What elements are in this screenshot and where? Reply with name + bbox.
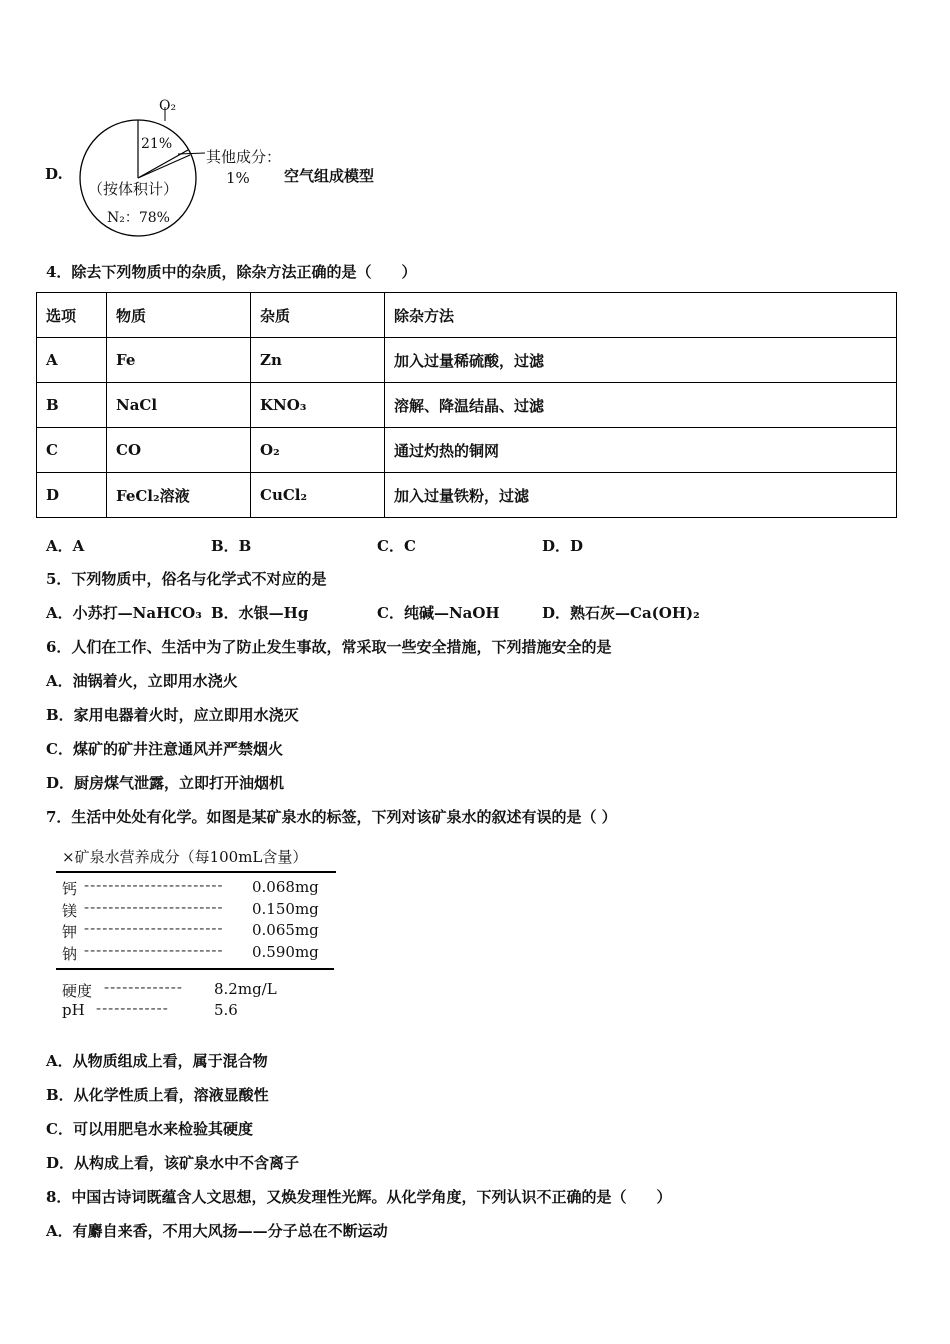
o2-label: O₂: [159, 98, 177, 114]
leader-dashes: ------------: [96, 999, 169, 1017]
table-cell: B: [37, 383, 107, 428]
table-cell: D: [37, 473, 107, 518]
question-5: 5．下列物质中，俗名与化学式不对应的是: [46, 570, 327, 588]
leader-dashes: -----------------------: [84, 898, 224, 916]
leader-dashes: -----------------------: [84, 941, 224, 959]
table-cell: Zn: [251, 338, 385, 383]
table-cell: NaCl: [107, 383, 251, 428]
q4-option-a: A．A: [46, 537, 85, 555]
nutrient-value: 0.590mg: [252, 943, 319, 961]
q5-option-a: A．小苏打—NaHCO₃: [46, 604, 202, 622]
q4-option-c: C．C: [377, 537, 416, 555]
ph-label: pH: [62, 1001, 85, 1019]
table-cell: CO: [107, 428, 251, 473]
table-cell: A: [37, 338, 107, 383]
q7-option-a: A．从物质组成上看，属于混合物: [46, 1052, 268, 1070]
nutrient-value: 0.065mg: [252, 921, 319, 939]
volume-note: （按体积计）: [88, 180, 179, 198]
impurity-table: [36, 292, 897, 518]
hardness-value: 8.2mg/L: [214, 980, 277, 998]
table-cell: O₂: [251, 428, 385, 473]
nutrient-name: 钙: [62, 880, 78, 898]
nutrient-value: 0.068mg: [252, 878, 319, 896]
mineral-water-label: [56, 842, 346, 1022]
table-cell: 通过灼热的铜网: [385, 428, 897, 473]
nutrient-name: 钠: [62, 945, 78, 963]
nutrient-name: 镁: [62, 902, 78, 920]
table-row: [37, 473, 897, 518]
option-d-label: D.: [45, 165, 63, 183]
n2-label: N₂：78%: [107, 210, 170, 226]
label-title: ×矿泉水营养成分（每100mL含量）: [62, 848, 308, 866]
label-divider: [56, 871, 336, 873]
question-6: 6．人们在工作、生活中为了防止发生事故，常采取一些安全措施，下列措施安全的是: [46, 638, 612, 656]
nutrient-name: 钾: [62, 923, 78, 941]
q5-option-d: D．熟石灰—Ca(OH)₂: [542, 604, 700, 622]
q6-option-d: D．厨房煤气泄露，立即打开油烟机: [46, 774, 285, 792]
table-cell: Fe: [107, 338, 251, 383]
table-cell: 加入过量铁粉，过滤: [385, 473, 897, 518]
hardness-label: 硬度: [62, 982, 93, 1000]
table-cell: CuCl₂: [251, 473, 385, 518]
o2-percent: 21%: [141, 136, 173, 152]
leader-dashes: -------------: [104, 978, 183, 996]
question-8: 8．中国古诗词既蕴含人文思想，又焕发理性光辉。从化学角度，下列认识不正确的是（ ）: [46, 1188, 672, 1206]
q6-option-a: A．油锅着火，立即用水浇火: [46, 672, 238, 690]
other-components-percent: 1%: [226, 169, 250, 187]
diagram-caption: 空气组成模型: [284, 167, 375, 185]
header-cell: 除杂方法: [385, 293, 897, 338]
table-cell: 加入过量稀硫酸，过滤: [385, 338, 897, 383]
label-divider: [56, 968, 334, 970]
q7-option-c: C．可以用肥皂水来检验其硬度: [46, 1120, 253, 1138]
q5-option-c: C．纯碱—NaOH: [377, 604, 500, 622]
table-cell: C: [37, 428, 107, 473]
header-cell: 杂质: [251, 293, 385, 338]
table-cell: FeCl₂溶液: [107, 473, 251, 518]
table-row: [37, 428, 897, 473]
table-row: [37, 383, 897, 428]
leader-dashes: -----------------------: [84, 876, 224, 894]
q6-option-c: C．煤矿的矿井注意通风并严禁烟火: [46, 740, 283, 758]
leader-dashes: -----------------------: [84, 919, 224, 937]
table-cell: KNO₃: [251, 383, 385, 428]
q5-option-b: B．水银—Hg: [211, 604, 309, 622]
table-cell: 溶解、降温结晶、过滤: [385, 383, 897, 428]
table-header-row: [37, 293, 897, 338]
header-cell: 选项: [37, 293, 107, 338]
other-components-label: 其他成分：: [206, 148, 282, 166]
table-row: [37, 338, 897, 383]
ph-value: 5.6: [214, 1001, 238, 1019]
q6-option-b: B．家用电器着火时，应立即用水浇灭: [46, 706, 299, 724]
q4-option-d: D．D: [542, 537, 584, 555]
q7-option-d: D．从构成上看，该矿泉水中不含离子: [46, 1154, 300, 1172]
question-4: 4．除去下列物质中的杂质，除杂方法正确的是（ ）: [46, 263, 417, 281]
nutrient-value: 0.150mg: [252, 900, 319, 918]
q7-option-b: B．从化学性质上看，溶液显酸性: [46, 1086, 269, 1104]
header-cell: 物质: [107, 293, 251, 338]
q8-option-a: A．有麝自来香，不用大风扬——分子总在不断运动: [46, 1222, 388, 1240]
question-7: 7．生活中处处有化学。如图是某矿泉水的标签，下列对该矿泉水的叙述有误的是（ ）: [46, 808, 617, 826]
q4-option-b: B．B: [211, 537, 252, 555]
